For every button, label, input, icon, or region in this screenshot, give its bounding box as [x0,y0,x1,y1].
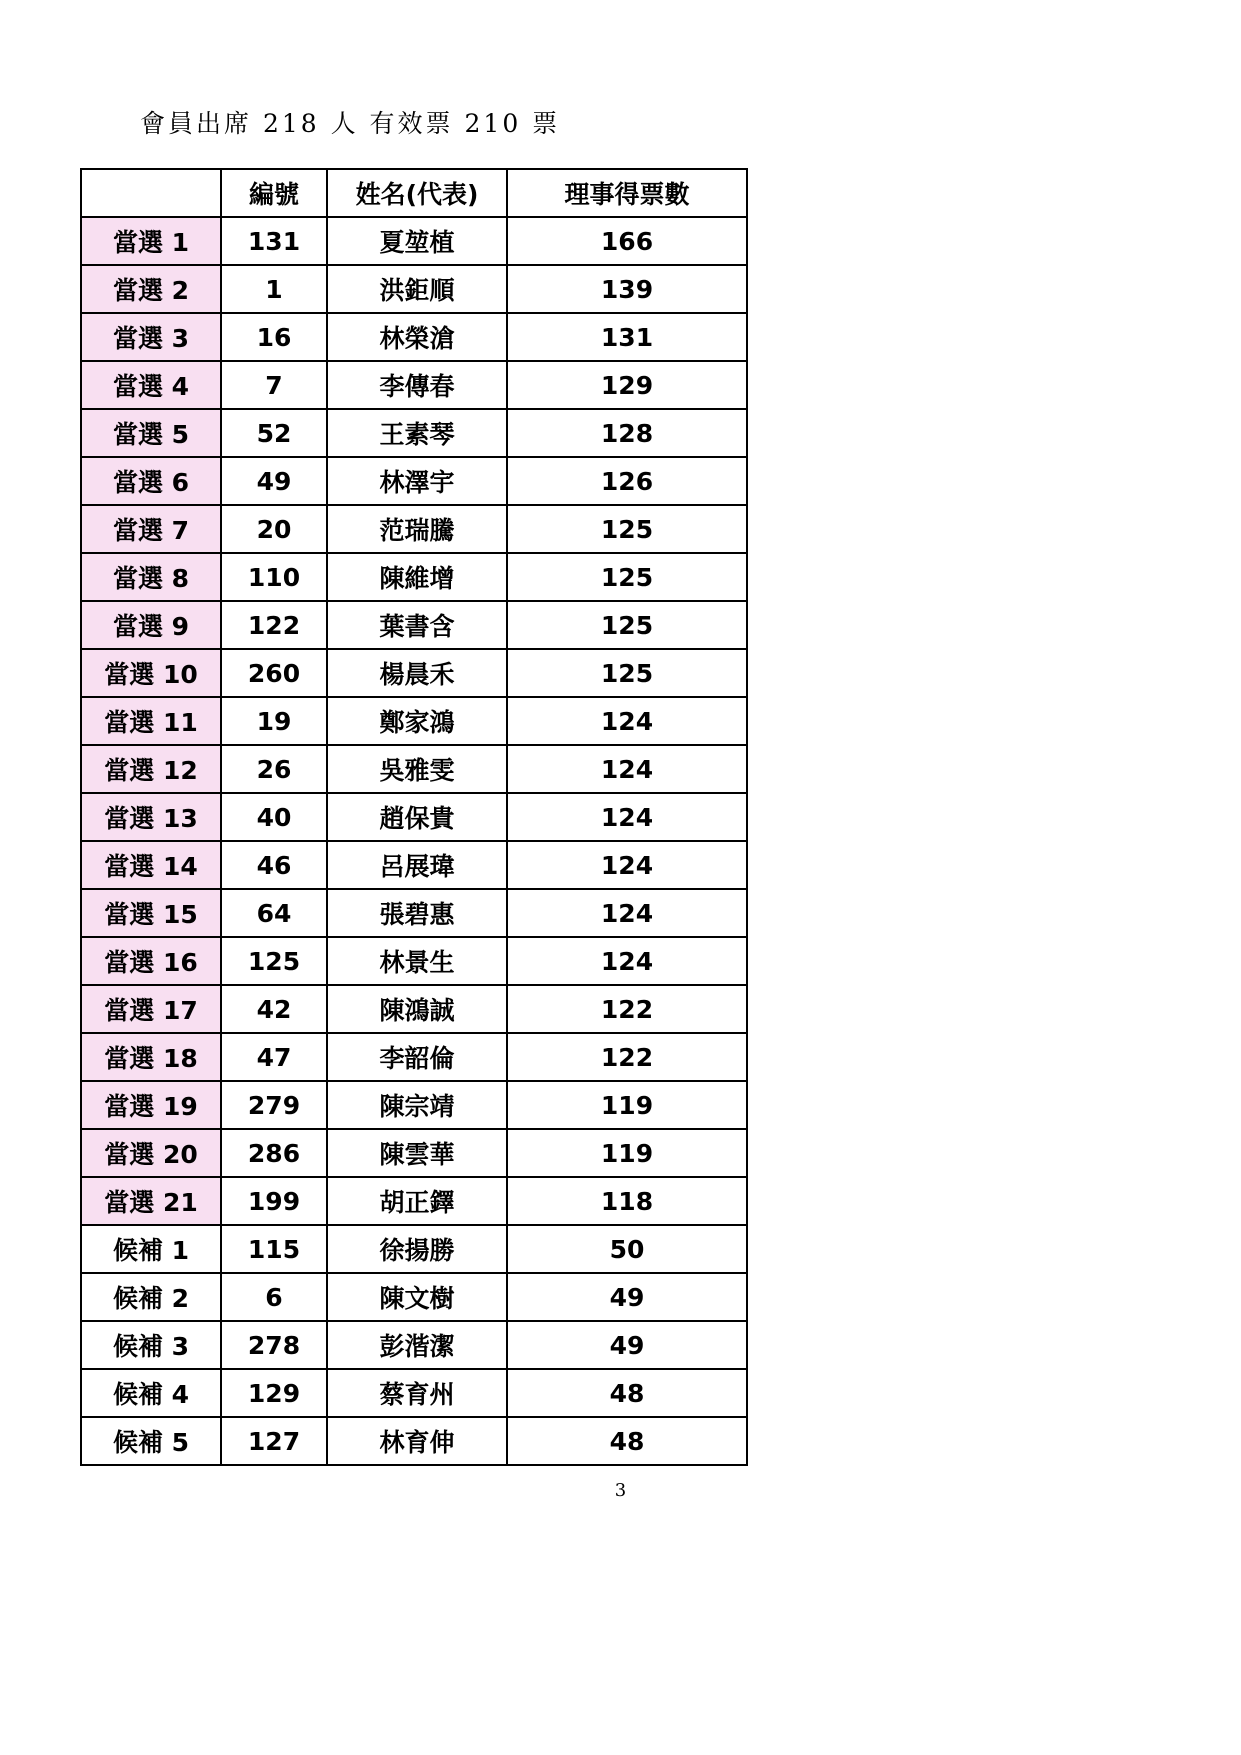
header-id: 編號 [221,169,327,217]
cell-id: 127 [221,1417,327,1465]
cell-votes: 49 [507,1273,747,1321]
cell-name: 洪鉅順 [327,265,507,313]
cell-votes: 119 [507,1081,747,1129]
cell-id: 7 [221,361,327,409]
cell-id: 279 [221,1081,327,1129]
cell-votes: 48 [507,1417,747,1465]
cell-name: 鄭家鴻 [327,697,507,745]
cell-rank: 候補 5 [81,1417,221,1465]
cell-votes: 124 [507,697,747,745]
cell-rank: 當選 18 [81,1033,221,1081]
table-row [81,985,747,1033]
table-row [81,1369,747,1417]
cell-rank: 當選 17 [81,985,221,1033]
cell-votes: 118 [507,1177,747,1225]
cell-name: 李傳春 [327,361,507,409]
cell-id: 199 [221,1177,327,1225]
cell-name: 林景生 [327,937,507,985]
cell-name: 蔡育州 [327,1369,507,1417]
cell-rank: 當選 20 [81,1129,221,1177]
cell-rank: 當選 14 [81,841,221,889]
cell-id: 6 [221,1273,327,1321]
table-row [81,697,747,745]
cell-name: 徐揚勝 [327,1225,507,1273]
cell-votes: 122 [507,985,747,1033]
cell-rank: 當選 12 [81,745,221,793]
cell-rank: 當選 19 [81,1081,221,1129]
cell-rank: 當選 21 [81,1177,221,1225]
cell-rank: 當選 5 [81,409,221,457]
cell-id: 125 [221,937,327,985]
cell-rank: 當選 8 [81,553,221,601]
cell-id: 47 [221,1033,327,1081]
table-row [81,409,747,457]
table-row [81,217,747,265]
cell-votes: 129 [507,361,747,409]
table-row [81,1033,747,1081]
cell-id: 40 [221,793,327,841]
table-row [81,505,747,553]
cell-rank: 當選 13 [81,793,221,841]
cell-votes: 125 [507,553,747,601]
table-row [81,313,747,361]
cell-votes: 166 [507,217,747,265]
cell-name: 陳雲華 [327,1129,507,1177]
cell-rank: 當選 10 [81,649,221,697]
cell-id: 19 [221,697,327,745]
cell-name: 夏堃植 [327,217,507,265]
table-row [81,745,747,793]
table-body [81,217,747,1465]
cell-votes: 139 [507,265,747,313]
table-row [81,601,747,649]
cell-id: 110 [221,553,327,601]
cell-votes: 125 [507,505,747,553]
cell-id: 52 [221,409,327,457]
table-row [81,1417,747,1465]
cell-id: 122 [221,601,327,649]
cell-id: 129 [221,1369,327,1417]
table-row [81,889,747,937]
table-row [81,1177,747,1225]
election-results-table [80,168,748,1466]
cell-rank: 當選 9 [81,601,221,649]
cell-id: 49 [221,457,327,505]
table-row [81,793,747,841]
cell-rank: 候補 2 [81,1273,221,1321]
table-row [81,1225,747,1273]
cell-votes: 50 [507,1225,747,1273]
cell-id: 16 [221,313,327,361]
cell-votes: 48 [507,1369,747,1417]
cell-name: 林澤宇 [327,457,507,505]
header-blank-corner [81,169,221,217]
cell-name: 胡正鐸 [327,1177,507,1225]
table-row [81,937,747,985]
table-row [81,553,747,601]
cell-id: 46 [221,841,327,889]
cell-name: 彭湝潔 [327,1321,507,1369]
cell-votes: 124 [507,793,747,841]
cell-name: 陳宗靖 [327,1081,507,1129]
cell-votes: 125 [507,649,747,697]
cell-rank: 當選 16 [81,937,221,985]
cell-id: 20 [221,505,327,553]
cell-rank: 當選 3 [81,313,221,361]
cell-votes: 49 [507,1321,747,1369]
table-row [81,1321,747,1369]
cell-votes: 125 [507,601,747,649]
table-row [81,457,747,505]
cell-votes: 131 [507,313,747,361]
table-row [81,1129,747,1177]
cell-votes: 124 [507,937,747,985]
cell-votes: 128 [507,409,747,457]
cell-name: 呂展瑋 [327,841,507,889]
cell-rank: 候補 3 [81,1321,221,1369]
cell-name: 張碧惠 [327,889,507,937]
cell-rank: 候補 4 [81,1369,221,1417]
table-row [81,649,747,697]
cell-votes: 124 [507,889,747,937]
table-row [81,265,747,313]
cell-name: 李韶倫 [327,1033,507,1081]
cell-rank: 當選 4 [81,361,221,409]
cell-rank: 當選 7 [81,505,221,553]
cell-id: 1 [221,265,327,313]
cell-name: 陳文樹 [327,1273,507,1321]
cell-name: 陳維增 [327,553,507,601]
cell-rank: 當選 2 [81,265,221,313]
cell-id: 286 [221,1129,327,1177]
cell-id: 260 [221,649,327,697]
cell-id: 131 [221,217,327,265]
table-row [81,1273,747,1321]
cell-rank: 當選 1 [81,217,221,265]
cell-votes: 124 [507,841,747,889]
table-header-row [81,169,747,217]
cell-rank: 當選 15 [81,889,221,937]
cell-name: 趙保貴 [327,793,507,841]
cell-name: 王素琴 [327,409,507,457]
cell-rank: 候補 1 [81,1225,221,1273]
header-votes: 理事得票數 [507,169,747,217]
cell-name: 葉書含 [327,601,507,649]
cell-votes: 122 [507,1033,747,1081]
cell-name: 陳鴻誠 [327,985,507,1033]
table-row [81,841,747,889]
table-row [81,361,747,409]
header-name: 姓名(代表) [327,169,507,217]
cell-rank: 當選 6 [81,457,221,505]
cell-id: 26 [221,745,327,793]
cell-rank: 當選 11 [81,697,221,745]
cell-name: 范瑞騰 [327,505,507,553]
cell-id: 278 [221,1321,327,1369]
cell-id: 42 [221,985,327,1033]
cell-name: 吳雅雯 [327,745,507,793]
cell-votes: 126 [507,457,747,505]
cell-votes: 119 [507,1129,747,1177]
attendance-heading: 會員出席 218 人 有效票 210 票 [140,109,561,138]
cell-id: 115 [221,1225,327,1273]
page-number: 3 [614,1480,627,1501]
cell-name: 林榮滄 [327,313,507,361]
table-row [81,1081,747,1129]
cell-name: 楊晨禾 [327,649,507,697]
cell-id: 64 [221,889,327,937]
cell-votes: 124 [507,745,747,793]
cell-name: 林育伸 [327,1417,507,1465]
